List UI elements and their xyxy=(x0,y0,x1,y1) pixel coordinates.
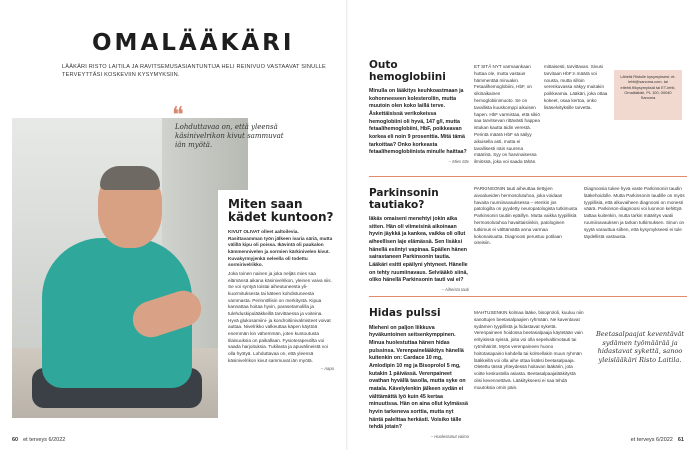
article-body-col: Diagnoosia tukee hyvä vaste Parkinsonin taudin lääkehoidolle. Mutta Parkinsonin taudille on myös tyypillisiä, että alkuvaiheen diagnoosi on monesti väärä. Parkinson-diagnoosi voi luonnon kehittyä taittaa kuitenkin, mutta tarkin määritys vaatii ruumiinavauksen ja tarkan tutkimuksen. Sinun on syytä varauttua siihen, että kysymykseesi ei tule täydellistä vastausta. xyxy=(584,186,685,239)
pull-quote: Lohduttavaa on, että yleensä käsinivelrikon kivut sammuvat iän myötä. xyxy=(175,123,284,150)
article-signature: – Aiheista tauti xyxy=(441,287,469,293)
page-number: 60 xyxy=(12,437,19,443)
page-number: 61 xyxy=(677,437,684,443)
article-signature: – Aapo xyxy=(320,366,334,372)
article-heading: Miten saan kädet kuntoon? xyxy=(228,197,334,225)
article-body-col: mittaisesti, tarvittavan. Sivusi tarvitaan HbF:n määrä voi nousta, mutta silloin verenkuvassa näkyy muitakin poikkeamia. Lääkäri, joka ottaa kokeet, osaa kertoa, onko lisäselvityksille tarvetta. xyxy=(544,64,608,110)
article-slow-pulse xyxy=(369,308,469,439)
article-question: KIVUT OLIVAT olleet aaltoilevia. Rasittavamman työn jälkeen ivaria säriä, mutta välillä kipu oli poissa. Ikävintä oli paukalon kämmennivelen ja sormien kärkinivelen kivut. Kuvakyrmyjenkä neleella oli todettu sormirivelrikko. xyxy=(228,228,333,268)
article-question: Iäkäs omaiseni menehtyi jokin aika sitten. Hän oli viimeisinä aikoinaan hyvin jäykkä ja kankea, vaikka oli ollut aiheellisen laje elämässä. Sen lisäksi hänellä esiintyi vapinaa. Epäilen hänen sairastaneen Parkinsonin tautia. Lääkäri esitti epäilyni yhtyneet. Hänelle on tehty ruumiinavaus. Selviääkö siinä, oliko hänellä Parkinsonin tauti vai ei? xyxy=(369,216,468,284)
article-hemoglobin xyxy=(369,60,469,164)
pull-quote: Beetasalpaajat keventävät sydämen työmäärää ja hidastavat sykettä, sanoo yleislääkäri Risto Laitila. xyxy=(595,330,685,364)
section-rule xyxy=(369,296,687,297)
right-folio xyxy=(631,437,684,443)
doctor-photo xyxy=(12,118,248,418)
article-question: Mieheni on paljon liikkuva hyväkuntoinen seitsenkymppinen. Minua huolestuttaa hänen hidas pulssinsa. Verenpainelääkitys hänellä kuitenkin on: Cardace 10 mg, Amlodipin 10 mg ja Bisoprolol 5 mg, kutakin 1 päivässä. Verenpaineet ovathan hyvällä tasolla, mutta syke on matala. Kävelylenkin jälkeen sydän ei välttämättä lyö kuin 45 kertaa minuutissa. Hän on aina ollut kylmässä hyvin tarkeneva sorttia, mutta nyt häntä palelttaa herkästi. Voisiko tälle tehdä jotain? xyxy=(369,324,468,431)
article-heading: Parkinsonin tautiako? xyxy=(369,187,439,211)
left-folio xyxy=(12,437,65,443)
article-body-col: ET SITÄ NYT varmaankaan huttaa ole, mutta vastaus hämmentää minuakin. Fetaalihemoglobiini, HbF, on sikiöaikainen hemoglobiinimuoto. Se on tavallista kuuskomppi aikuisen hapen. HbF varmistaa, että sikiö saa tarvitsevan rittävästi happea istukan kautta äidin verestä. Perintä määrä HbF sä säilyy aikuisella asti, mutta ei tavallisesti näin suurena määrinä. Syy on harvinaisessa ilmiössä, joka voi saada tähän. xyxy=(474,64,540,165)
contact-box: Lähetä Ristolle kysymyksesi: et-lehti@sanoma.com, tai etlehti.fi/kysymyksiä tai ET-lehti, Omalääkäri, PL 100, 00040 Sanoma xyxy=(614,70,682,120)
article-answer: Joka toinen nainen ja joka neljäs mies saa elämänsä aikana käsinivelrikon, yleinen vaiva siis. Se voi syntyä toistai aiheutuneesta ylikuormituksesta tai käteen kohdistuneesta vammasta. Perinnöllisin on merkitystä. Kipua kannattaa hoitaa hyvin, parasetamolilla ja tulehduskipulääkkeillä tarvittaessa ja voiteina. Hyvä glukosamiini- ja kondroitiinivalmisteet voivat auttaa. Nivelrikko valkeuttaa käpen käyttöä enemmän kin vähemmän, joten kuntoutusta tilaisuuksia on paikallaan. Fysioterapeutilta voi saada harjoituksia. Tukilasta ja apuvälineistä voi olla hyötyä. Lohduttavaa on, että yleensä käsinivelrikon kivut sammuvat iän myötä. xyxy=(228,270,332,363)
article-signature: – Mies 60v xyxy=(448,159,469,165)
article-signature: – Huolestunut vaimo xyxy=(430,433,469,439)
article-heading: Outo hemoglobiini xyxy=(369,59,446,83)
magazine-name: et terveys 6/2022 xyxy=(23,437,66,443)
section-rule xyxy=(369,176,687,177)
lead-text: LÄÄKÄRI RISTO LAITILA JA RAVITSEMUSASIANTUNTIJA HELI REINIVUO VASTAAVAT SINULLE TERVEYTTÄSI KOSKEVIIN KYSYMYKSIIN. xyxy=(62,64,326,78)
article-body-col: MAHTUSENKIN kolmaa lääke, bisoprololi, kuuluu niin sanottujen beetasalpaajien ryhmään. Ne kaventavat sydämen tyypillistä ja hidastavat sykettä. Verenpaineen hoidossa beetasalpaaja käytetään vain erityisissä syissä, joita voi olla sepelvaltimotauti tai rytmihäiriöt. Myös verenpaineen huono hoitotasapaino kahdella tai kolmellakin muun ryhmän lääkkeillä voi olla aihe ottaa lisäksi beetasalpaaja. Oletettu tässä yhteydessä hoitavan lääkärin, jota voitte keskustella asiasta. Beetasalpaajalääkitystä olisi kevennettävä. Lääkitykseesi ei saa tehdä muutoksia omin päin. xyxy=(474,310,584,390)
quote-mark-icon: ❝ xyxy=(172,103,184,128)
photo-hair xyxy=(100,166,160,190)
article-body-col: PARKINSONIN tauti aiheuttaa tiettyjen aivoalueiden hermosolutuhoa, joka voidaan havaita ruumiinavauksessa – etenkin jos patologilta on pyydetty neuropatologista tutkimusta Parkinsonin tautiin epäillyn. Mutta vaikka tyypillisiä hermosolutuhoa havaittaisiinkin, patologinen tutkimus ei välttämättä anna varmaa kokonaisuutta. Diagnoosi perustuu potilaan oireisiin. xyxy=(474,186,578,246)
article-heading: Hidas pulssi xyxy=(369,307,441,319)
article-question: Minulla on lääkitys keuhkoastmaan ja kohonneeseen kolesteroliin, mutta muutoin olen koko laillä terve. Äskettäisissä verikokeissa hemoglobiini oli hyvä, 147 g/l, mutta fetaalihemoglobiini, HbF, poikkeavan korkea eli noin 9 prosenttia. Mitä tämä tarkoittaa? Onko korkeasta fetaalihemoglobiinista minulle haittaa? xyxy=(369,88,467,156)
section-title: OMALÄÄKÄRI xyxy=(92,30,295,56)
article-parkinson xyxy=(369,188,469,292)
page-gutter xyxy=(346,0,348,450)
magazine-name: et terveys 6/2022 xyxy=(630,437,673,443)
qa-hands-article xyxy=(218,190,342,432)
